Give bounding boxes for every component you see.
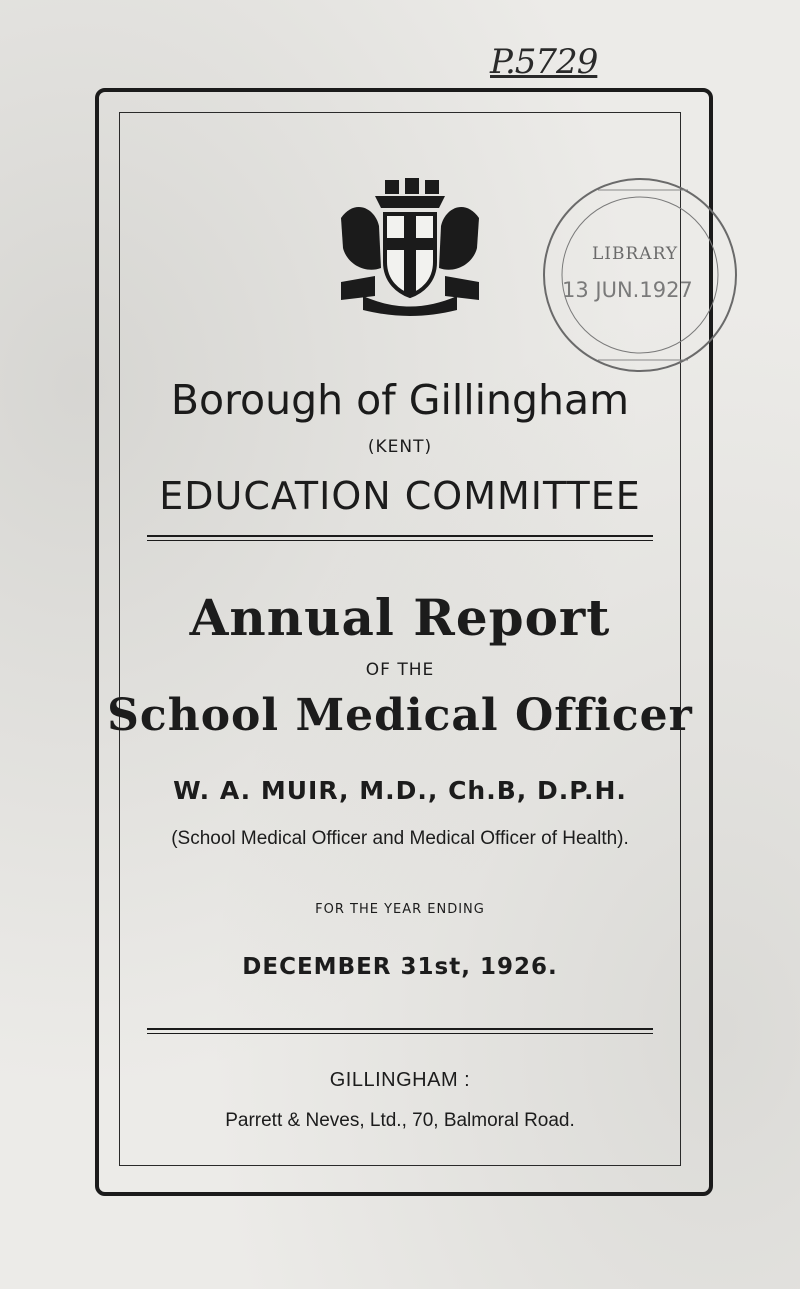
divider-top: [147, 535, 653, 537]
shelfmark: P.5729: [490, 42, 598, 82]
of-the-label: OF THE: [365, 660, 435, 680]
library-stamp-date: 13 JUN.1927: [562, 278, 693, 302]
period-date: DECEMBER 31st, 1926.: [242, 954, 558, 980]
library-stamp-label: LIBRARY: [592, 244, 679, 264]
committee-heading: EDUCATION COMMITTEE: [159, 474, 641, 518]
borough-name: Borough of Gillingham: [170, 376, 630, 424]
imprint-place: GILLINGHAM :: [329, 1069, 471, 1091]
divider-top-thin: [147, 540, 653, 541]
officer-title: School Medical Officer: [107, 690, 693, 741]
county-label: (KENT): [367, 437, 433, 457]
borough-crest-emblem: [335, 178, 485, 318]
divider-bottom-thin: [147, 1033, 653, 1034]
library-stamp: [538, 150, 743, 400]
author-name: W. A. MUIR, M.D., Ch.B, D.P.H.: [173, 776, 627, 805]
author-role: (School Medical Officer and Medical Officer of Health).: [171, 828, 629, 849]
period-label: FOR THE YEAR ENDING: [315, 902, 485, 917]
imprint-printer: Parrett & Neves, Ltd., 70, Balmoral Road.: [225, 1110, 575, 1131]
report-title: Annual Report: [189, 588, 611, 647]
divider-bottom: [147, 1028, 653, 1030]
